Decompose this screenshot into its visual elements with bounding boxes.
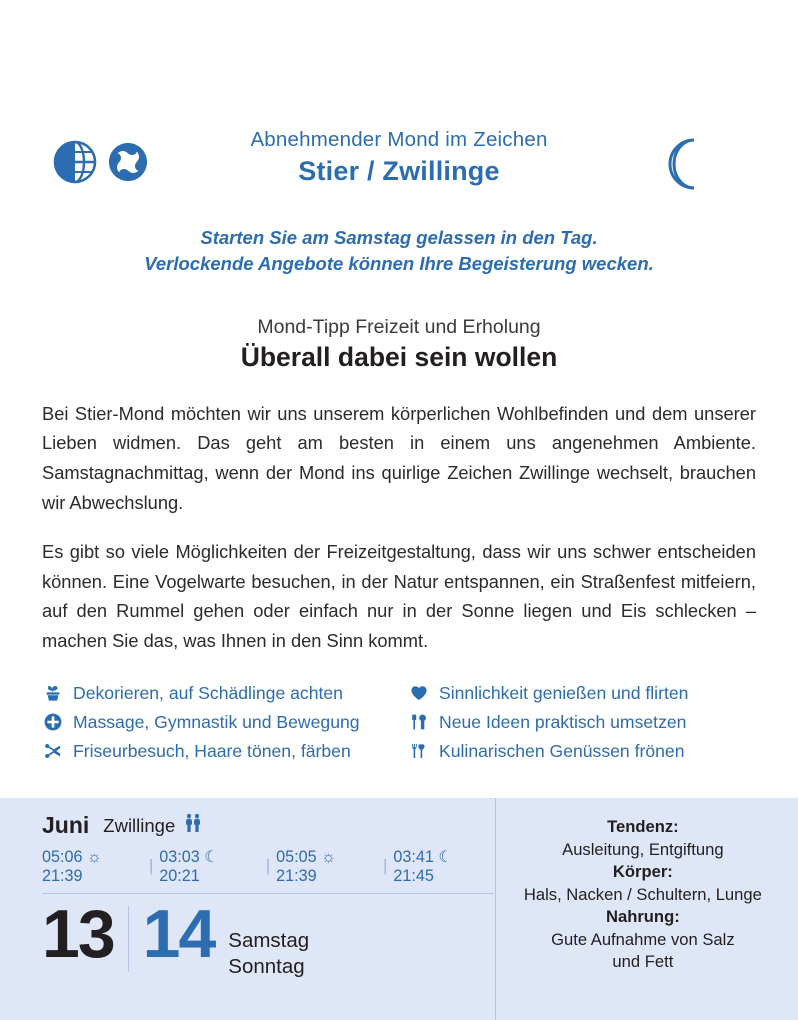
gemini-twins-icon <box>182 812 204 839</box>
day-number-saturday: 13 <box>42 896 114 972</box>
crescent-moon-icon <box>664 138 710 195</box>
tip-kicker: Mond-Tipp Freizeit und Erholung <box>257 315 541 338</box>
day1-moon-times: 03:03 ☾ 20:21 <box>159 848 219 885</box>
plus-circle-icon <box>42 711 64 733</box>
zodiac-label: Zwillinge <box>103 814 176 836</box>
tendenz-label: Tendenz: <box>607 817 679 836</box>
tools-icon <box>408 711 430 733</box>
list-item-label: Massage, Gymnastik und Bewegung <box>73 711 360 732</box>
intro-line-1: Starten Sie am Samstag gelassen in den Tag. <box>200 227 598 248</box>
body-text <box>42 399 756 657</box>
page-title: Überall dabei sein wollen <box>240 341 558 372</box>
nahrung-value-line-2: und Fett <box>612 952 674 972</box>
footer-date-block <box>0 798 495 1020</box>
body-paragraph-1: Bei Stier-Mond möchten wir uns unserem körperlichen Wohlbefinden und dem unserer Lieben widmen. Das geht am besten in einem uns angenehmen Ambiente. Samstagnachmittag, wenn der Mond ins quirlige Zeichen Zwillinge wechselt, brauchen wir Abwechslung. <box>42 402 756 513</box>
times-divider: | <box>383 857 388 875</box>
scissors-comb-icon <box>42 740 64 762</box>
list-item <box>42 740 390 763</box>
header-icon-group-left <box>52 138 152 191</box>
intro-text <box>0 225 798 278</box>
moon-phase-line: Abnehmender Mond im Zeichen <box>250 128 548 151</box>
koerper-value: Hals, Nacken / Schultern, Lunge <box>523 884 762 904</box>
footer-info-block <box>495 798 798 1020</box>
day-name-sunday: Sonntag <box>228 955 305 979</box>
calendar-footer <box>0 798 798 1020</box>
activity-list-left <box>42 682 390 769</box>
list-item-label: Kulinarischen Genüssen frönen <box>439 740 685 761</box>
month-label: Juni <box>42 812 90 838</box>
list-item-label: Sinnlichkeit genießen und flirten <box>439 683 689 704</box>
cutlery-icon <box>408 740 430 762</box>
koerper-label: Körper: <box>612 862 673 882</box>
day-names <box>228 902 309 980</box>
day-number-sunday: 14 <box>142 896 215 972</box>
page-header <box>0 0 798 187</box>
list-item-label: Friseurbesuch, Haare tönen, färben <box>73 740 351 761</box>
day1-sun-times: 05:06 ☼ 21:39 <box>42 847 102 885</box>
list-item <box>42 711 390 734</box>
list-item-label: Neue Ideen praktisch umsetzen <box>439 711 687 732</box>
globe-icon <box>52 139 98 190</box>
zodiac-label-row <box>103 812 204 839</box>
body-paragraph-2: Es gibt so viele Möglichkeiten der Freizeitgestaltung, dass wir uns schwer entscheiden können. Eine Vogelwarte besuchen, in der Natur entspannen, ein Straßenfest mitfeiern, auf den Rummel gehen oder einfach nur in der Sonne liegen und Eis schlecken – machen Sie das, was Ihnen in den Sinn kommt. <box>42 540 756 652</box>
list-item <box>42 682 390 705</box>
heart-icon <box>408 682 430 704</box>
month-row <box>42 812 495 839</box>
nahrung-value-line-1: Gute Aufnahme von Salz <box>551 929 735 949</box>
times-divider: | <box>265 857 271 875</box>
activity-list-right <box>408 682 756 769</box>
list-item <box>408 682 756 705</box>
days-row <box>42 896 495 980</box>
spiral-icon <box>104 138 152 191</box>
list-item <box>408 711 756 734</box>
list-item <box>408 740 756 763</box>
sun-moon-times <box>42 847 494 894</box>
day-divider <box>128 906 129 972</box>
list-item-label: Dekorieren, auf Schädlinge achten <box>73 683 343 704</box>
intro-line-2: Verlockende Angebote können Ihre Begeisterung wecken. <box>144 253 654 275</box>
tendenz-value: Ausleitung, Entgiftung <box>562 839 724 859</box>
plant-pot-icon <box>42 682 64 704</box>
activity-lists <box>42 682 756 769</box>
day2-moon-times: 03:41 ☾ 21:45 <box>393 848 453 885</box>
zodiac-sign-title: Stier / Zwillinge <box>298 156 500 186</box>
nahrung-label: Nahrung: <box>605 907 680 927</box>
day2-sun-times: 05:05 ☼ 21:39 <box>276 847 336 885</box>
times-divider: | <box>149 857 154 875</box>
day-name-saturday: Samstag <box>228 929 310 952</box>
